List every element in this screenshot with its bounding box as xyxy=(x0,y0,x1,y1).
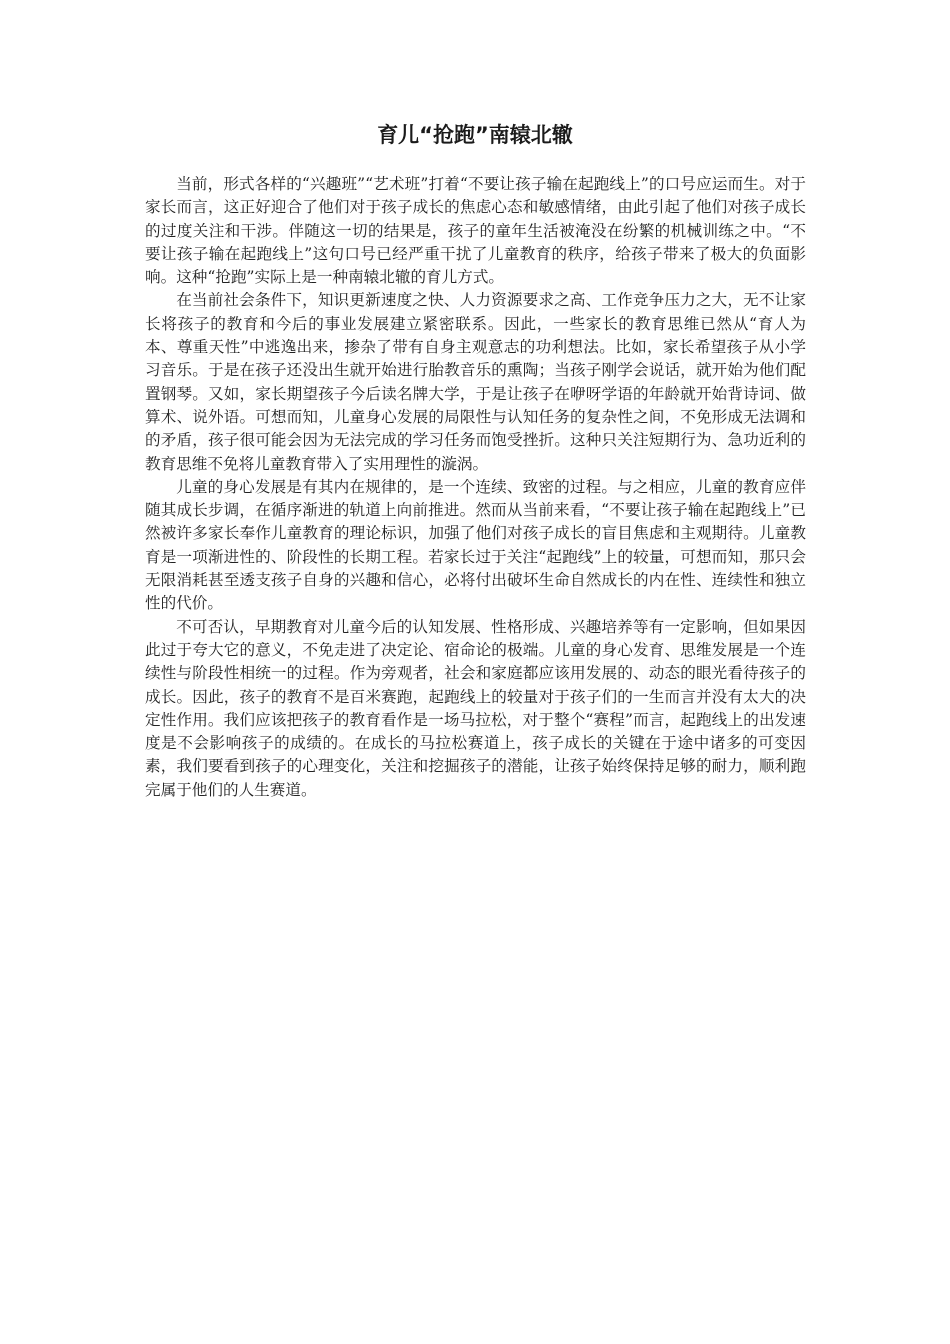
document-body xyxy=(145,173,806,802)
paragraph-3: 儿童的身心发展是有其内在规律的，是一个连续、致密的过程。与之相应，儿童的教育应伴随其成长步调，在循序渐进的轨道上向前推进。然而从当前来看，“不要让孩子输在起跑线上”已然被许多家长奉作儿童教育的理论标识，加强了他们对孩子成长的盲目焦虑和主观期待。儿童教育是一项渐进性的、阶段性的长期工程。若家长过于关注“起跑线”上的较量，可想而知，那只会无限消耗甚至透支孩子自身的兴趣和信心，必将付出破坏生命自然成长的内在性、连续性和独立性的代价。 xyxy=(145,477,806,613)
paragraph-2: 在当前社会条件下，知识更新速度之快、人力资源要求之高、工作竞争压力之大，无不让家长将孩子的教育和今后的事业发展建立紧密联系。因此，一些家长的教育思维已然从“育人为本、尊重天性”中逃逸出来，掺杂了带有自身主观意志的功利想法。比如，家长希望孩子从小学习音乐。于是在孩子还没出生就开始进行胎教音乐的熏陶；当孩子刚学会说话，就开始为他们配置钢琴。又如，家长期望孩子今后读名牌大学，于是让孩子在咿呀学语的年龄就开始背诗词、做算术、说外语。可想而知，儿童身心发展的局限性与认知任务的复杂性之间，不免形成无法调和的矛盾，孩子很可能会因为无法完成的学习任务而饱受挫折。这种只关注短期行为、急功近利的教育思维不免将儿童教育带入了实用理性的漩涡。 xyxy=(145,291,806,473)
paragraph-1: 当前，形式各样的“兴趣班”“艺术班”打着“不要让孩子输在起跑线上”的口号应运而生。对于家长而言，这正好迎合了他们对于孩子成长的焦虑心态和敏感情绪，由此引起了他们对孩子成长的过度关注和干涉。伴随这一切的结果是，孩子的童年生活被淹没在纷繁的机械训练之中。“不要让孩子输在起跑线上”这句口号已经严重干扰了儿童教育的秩序，给孩子带来了极大的负面影响。这种“抢跑”实际上是一种南辕北辙的育儿方式。 xyxy=(145,175,806,287)
document-title: 育儿“抢跑”南辕北辙 xyxy=(377,123,573,147)
paragraph-4: 不可否认，早期教育对儿童今后的认知发展、性格形成、兴趣培养等有一定影响，但如果因此过于夸大它的意义，不免走进了决定论、宿命论的极端。儿童的身心发育、思维发展是一个连续性与阶段性相统一的过程。作为旁观者，社会和家庭都应该用发展的、动态的眼光看待孩子的成长。因此，孩子的教育不是百米赛跑，起跑线上的较量对于孩子们的一生而言并没有太大的决定性作用。我们应该把孩子的教育看作是一场马拉松，对于整个“赛程”而言，起跑线上的出发速度是不会影响孩子的成绩的。在成长的马拉松赛道上，孩子成长的关键在于途中诸多的可变因素，我们要看到孩子的心理变化，关注和挖掘孩子的潜能，让孩子始终保持足够的耐力，顺利跑完属于他们的人生赛道。 xyxy=(145,617,806,799)
